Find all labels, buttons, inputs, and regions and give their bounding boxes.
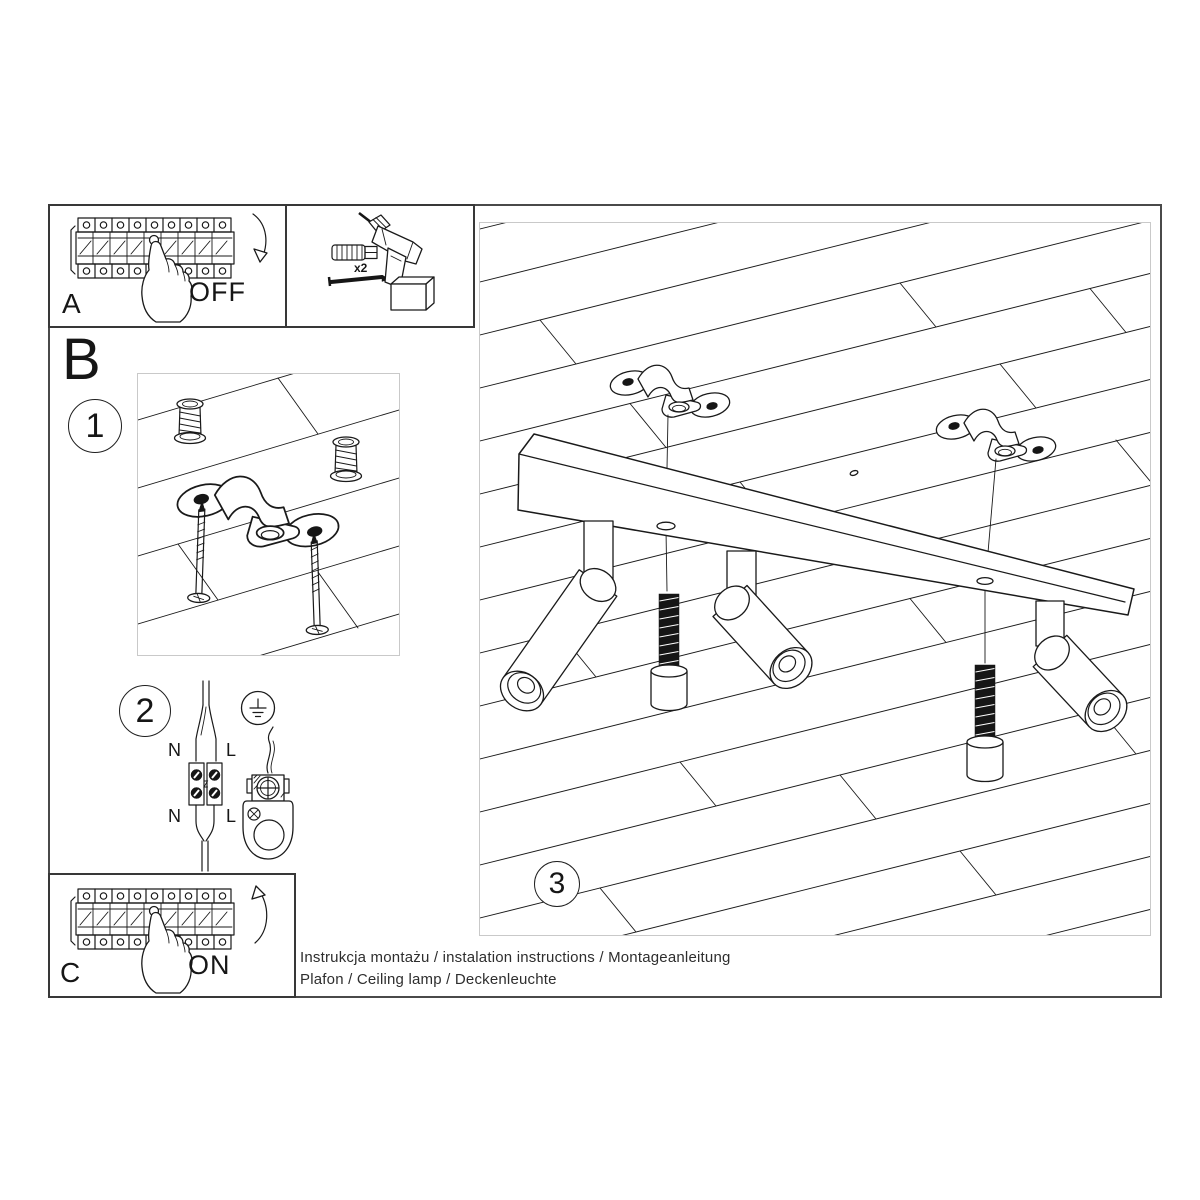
tools-illustration	[285, 204, 475, 328]
earth-wire	[267, 727, 274, 773]
ground-clamp-icon	[243, 775, 293, 859]
mains-cable	[196, 681, 216, 761]
screw-icon	[303, 533, 329, 635]
plug-count-label: x2	[354, 261, 368, 275]
earth-symbol-icon	[242, 692, 275, 725]
step-1-badge: 1	[68, 399, 122, 453]
caption-line-2: Plafon / Ceiling lamp / Deckenleuchte	[300, 971, 557, 988]
step-3-badge: 3	[534, 861, 580, 907]
step-2-badge: 2	[119, 685, 171, 737]
step-3-illustration	[480, 223, 1150, 935]
spotlight	[1028, 601, 1135, 740]
drill-icon	[359, 213, 434, 310]
wire-label-l-top: L	[226, 740, 237, 760]
panel-b-letter: B	[62, 327, 101, 392]
panel-c-illustration	[48, 873, 296, 998]
hand-icon	[142, 913, 192, 994]
wall-plug-icon	[331, 437, 362, 482]
wall-plug-icon	[332, 245, 377, 260]
panel-c-letter: C	[60, 957, 81, 988]
fixing-screw	[651, 594, 687, 711]
panel-a-illustration	[48, 204, 287, 328]
wire-label-n-bottom: N	[168, 806, 181, 826]
wall-plug-icon	[175, 399, 206, 444]
spotlight	[708, 551, 820, 697]
screw-icon	[329, 276, 390, 287]
outgoing-wires	[196, 805, 214, 871]
spotlight	[493, 521, 622, 719]
arrow-down-icon	[253, 214, 267, 262]
panel-a-action-label: OFF	[189, 277, 246, 307]
panel-c-action-label: ON	[188, 950, 231, 980]
caption-line-1: Instrukcja montażu / instalation instructions / Montageanleitung	[300, 949, 731, 966]
wire-label-n-top: N	[168, 740, 181, 760]
wire-label-l-bottom: L	[226, 806, 237, 826]
terminal-block-icon	[189, 763, 222, 805]
mounting-bracket-icon	[608, 365, 732, 420]
mounting-bracket-icon	[934, 409, 1058, 464]
step-2-illustration	[150, 675, 340, 875]
step-1-illustration	[138, 374, 399, 655]
panel-a-letter: A	[62, 288, 81, 319]
hand-icon	[142, 242, 192, 323]
arrow-up-icon	[252, 886, 267, 943]
